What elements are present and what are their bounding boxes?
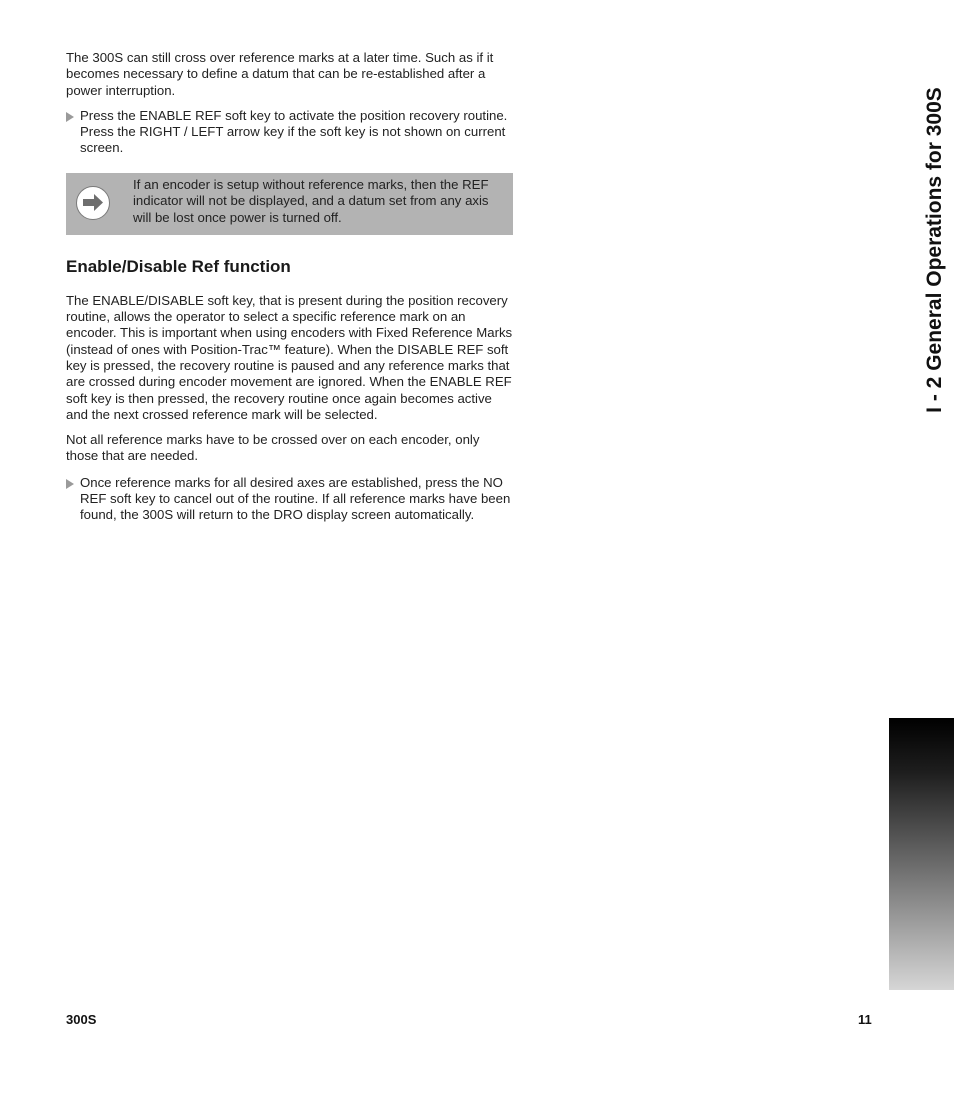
chapter-tab-marker <box>889 718 954 990</box>
arrow-right-icon <box>76 186 110 220</box>
bullet-triangle-icon <box>66 479 74 489</box>
bullet-triangle-icon <box>66 112 74 122</box>
note-text: If an encoder is setup without reference marks, then the REF indicator will not be displayed, and a datum set from any axis will be lost once power is turned off. <box>133 176 489 225</box>
intro-paragraph: The 300S can still cross over reference marks at a later time. Such as if it becomes necessary to define a datum that can be re-established after a power interruption. <box>66 50 494 98</box>
footer-page-number: 11 <box>858 1012 872 1027</box>
main-content <box>66 50 514 540</box>
bullet-item-enable-ref <box>66 108 514 157</box>
note-box <box>66 173 513 235</box>
not-all-paragraph: Not all reference marks have to be crossed over on each encoder, only those that are needed. <box>66 432 480 464</box>
bullet-item-no-ref <box>66 475 514 524</box>
bullet-text: Press the ENABLE REF soft key to activate the position recovery routine. Press the RIGHT / LEFT arrow key if the soft key is not shown on current screen. <box>80 107 508 156</box>
chapter-side-title: I - 2 General Operations for 300S <box>923 87 946 413</box>
bullet-text: Once reference marks for all desired axes are established, press the NO REF soft key to cancel out of the routine. If all reference marks have been found, the 300S will return to the DRO display screen automatically. <box>80 474 511 523</box>
footer-product: 300S <box>66 1012 97 1027</box>
section-heading: Enable/Disable Ref function <box>66 256 291 276</box>
enable-disable-paragraph: The ENABLE/DISABLE soft key, that is present during the position recovery routine, allows the operator to select a specific reference mark on an encoder. This is important when using encoders with Fixed Reference Marks (instead of ones with Position-Trac™ feature). When the DISABLE REF soft key is pressed, the recovery routine is paused and any reference marks that are crossed during encoder movement are ignored. When the ENABLE REF soft key is then pressed, the recovery routine once again becomes active and the next crossed reference mark will be selected. <box>66 292 513 422</box>
